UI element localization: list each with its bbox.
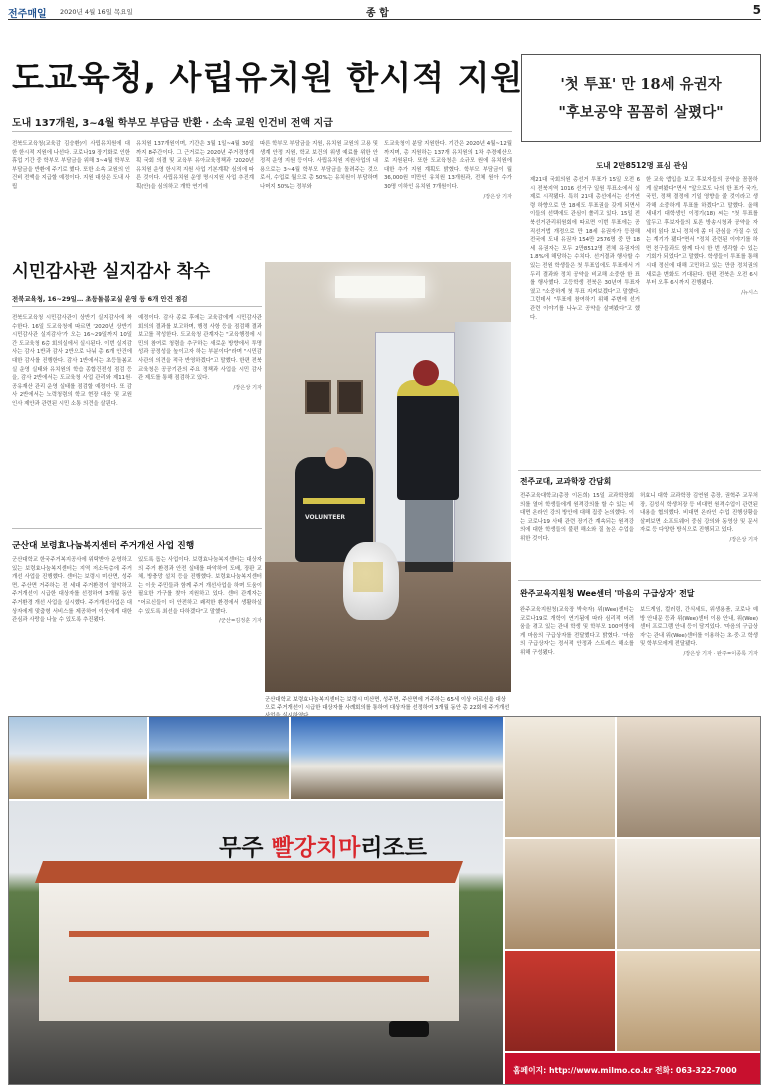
audit-rule [12,306,262,307]
audit-title: 시민감사관 실지감사 착수 [12,262,211,282]
photo-frame [305,380,331,414]
ad-contact: 홈페이지: http://www.milmo.co.kr 전화: 063-322-7000 [513,1066,737,1075]
teachers-rule [518,470,761,471]
ad-photo-glamping [9,717,147,799]
ad-photo-tent-interior [505,717,615,837]
lead-col-1: 전북도교육청(교육감 김승환)이 사립유치원에 대한 한시적 지원에 나선다. 코로나19 장기화로 인한 휴업 기간 중 학부모 부담금을 위해 3~4월 학부모 부담금을 반환에 주기로 했다. 또한 소속 교원의 인건비 전액을 지급할 예정이다. 지원 대상은 도내 사립 [12,141,130,190]
ad-footer [505,1053,761,1085]
wee-rule [518,580,761,581]
wee-title: 완주교육지원청 Wee센터 '마음의 구급상자' 전달 [520,589,695,598]
election-byline: /뉴시스 [741,289,758,296]
lead-byline: /장은상 기자 [483,193,512,200]
election-col-1: 제21대 국회의원 총선거 투표가 15일 오전 6시 전북지역 1016 선거구 일원 투표소에서 실제로 시작됐다. 특히 21대 총선에서는 선거연령 하향으로 만 18세도 투표권을 갖게 되면서 이들의 선택에도 관심이 쏠리고 있다. 15일 전북선거관리위원회에 따르면 이번 투표에는 공직선거법 개정으로 만 18세 유권자가 등장해 전국에 도내 유권자 154만 2576명 중 만 18세 유권자는 모두 2만8512명 전체 유권자의 1.8%에 해당하는 수치다. 선거결과 행사할 수 있는 전원 학생들은 첫 투표입에도 투표에서 거두리 결과와 정치 공약을 비교해 소중한 한 표를 행사했다. 고등학생 전북은 30년여 투표자였고 "소중하게 첫 투표 지켜보겠다"고 말했다. 그런데서 "투표에 참여하기 위해 주변에 선거 관련 이야기를 나누고 공약을 살펴봤다"고 했다. [530,177,640,321]
page-number: 5 [752,3,761,17]
audit-subhead: 전북교육청, 16~29일… 초등돌봄교실 운영 등 6개 안건 점검 [12,295,188,303]
ad-photo-kitchen [505,951,615,1051]
teachers-title: 전주교대, 교과학장 간담회 [520,477,612,486]
paper-name: 전주매일 [8,9,47,20]
ad-photo-dining [505,839,615,949]
volunteer-col-2: 있도록 돕는 사업이다. 보령효나눔복지센터는 대상자의 주거 환경과 안전 실태를 파악하여 도배, 장판 교체, 방충망 설치 등을 진행했다. 보령효나눔복지센터는 이웃 주민들과 함께 주거 개선사업을 하며 도움이 필요한 가구를 찾아 지원하고 있다. 센터 관계자는 "어르신들이 더 안전하고 쾌적한 환경에서 생활하실 수 있도록 최선을 다하겠다"고 말했다. /군산=김정훈 기자 [138,557,262,625]
election-subhead: 도내 2만8512명 표심 관심 [596,161,688,170]
ad-photo-tent-room [617,717,761,837]
teachers-byline: /장은상 기자 [729,536,758,543]
election-col-2: 한 교육 앱입을 보고 후보자들의 공약을 꼼꼼하게 살펴봤다"면서 "앞으로도 나의 한 표가 국가, 국민, 정책 결정에 기일 영향을 줄 것이라고 생각해 소중하게 투표를 하겠다"고 말했다. 올해 새내기 대학생인 이정기(18) 씨는 "첫 투표를 앞두고 후보자들의 토론 방송시청과 공약을 자세히 읽다 보니 정치에 좀 더 관심을 가질 수 있는 계기가 됐다"면서 "정치 관련된 이야기를 하면 친구들과도 함께 다시 한 번 생각할 수 있는 기회가 되었다"고 말했다. 학생들이 투표를 통해 시대 정신에 대해 고민하고 있는 만큼 정치권의 새로운 변화도 기대된다. 한편 전북은 오전 6시부터 오후 6시까지 진행됐다. /뉴시스 [646,177,758,296]
ad-photo-tents [291,717,503,799]
photo-frame [337,380,363,414]
volunteer-byline: /군산=김정훈 기자 [219,618,262,625]
section-name: 종 합 [366,8,389,19]
lead-col-3: 따른 학부모 부담금을 지원, 유치원 교원의 고용 및 생계 안정 지원, 학교 보건의 위생 예료를 위한 안정적 운영 지원 등이다. 사립유치원 지원사업의 내용으로는 3~4월 학부모 부담금을 돌려주는 것으로서, 수업료 월으로 총 50%는 유치원이 부담하며 나머지 50%는 정부와 [260,141,378,190]
election-box [521,54,761,142]
volunteer-person [397,380,459,500]
election-title-2: "후보공약 꼼꼼히 살폈다" [558,104,724,121]
audit-col-2: 예정이다. 감사 종료 후에는 교육감에게 시민감사관회의의 결과를 보고하며, 행정 사항 등을 점검해 결과보고를 작성한다. 도교육청 관계자는 "교육행정에 시민의 참여로 청렴을 추구하는 새로운 방향에서 투명성과 공정성을 높이고자 하는 부분이다"라며 "시민감사관의 의견을 적극 반영하겠다"고 말했다. 한편 전북교육청은 공공기관의 주요 정책과 사업을 시민 감사관 제도를 통해 점검하고 있다. /장은상 기자 [138,315,262,391]
ad-photo-bedroom [617,839,761,949]
masthead [8,2,761,20]
audit-byline: /장은상 기자 [233,384,262,391]
ad-title: 무주 빨강치마리조트 [219,835,427,861]
teachers-col-1: 전주교육대학교(총장 이돈희) 15일 교과학장회의를 열어 학생들에게 원격강의를 할 수 있는 비대면 온라인 강의 방안에 대해 집중 논의했다. 이는 코로나19 사태 관련 장기간 계속되는 원격강의에 대한 학생들의 불편 해소와 질 높은 수업을 위한 것이다. [520,493,634,542]
lead-rule [12,131,512,132]
audit-col-1: 전북도교육청 시민감사관이 상반기 실지감사에 착수한다. 16일 도교육청에 따르면 '2020년 상반기 시민감사관 실지감사'가 오는 16~29일까지 10일간 도교육청 6층 회의실에서 실시된다. 이번 실지감사는 감사 1반과 감사 2반으로 나눠 총 6개 안건에 대한 감사를 진행한다. 감사 1반에서는 초등돌봄교실 운영 실태와 유치원의 학습 종합건전성 점검 등을, 감사 2반에서는 도교육청 사업 관리와 제11원·공유재산 관리 운영 실태를 점검할 예정이다. 또 감사 2반에서는 노력청렴의 학교 현장 대응 및 교원 인사 제안과 관련된 시민 소통 의견을 살핀다. [12,315,132,407]
resort-ad [8,716,761,1085]
lead-col-2: 유치원 137개원이며, 기간은 3월 1일~4월 30일까지 8주간이다. 그 근거로는 2020년 주거경영계획 국회 의결 및 교육부 유아교육정책과 '2020년 유치원 운영 한시적 지원 사업 기본계획' 심의에 따른 것이다. 사립유치원 운영 명시지원 사업 추진계획(안)을 심의하고 개학 연기에 [136,141,254,190]
ceiling-light [335,276,425,298]
teachers-col-2: 허효니 대학 교과학장 김연원 총장, 권혁주 교무처장, 김성식 학생처장 등 비대면 원격수업이 관련된 내용을 협의했다. 비대면 온라인 수업 진행상황을 살펴보면 소프트웨어 중심 강의와 동영상 및 문서 자료 등 다양한 방식으로 진행되고 있다. /장은상 기자 [640,493,758,543]
ad-photo-mountains [149,717,289,799]
lead-subhead: 도내 137개원, 3~4월 학부모 부담금 반환 · 소속 교원 인건비 전액 지급 [12,118,333,129]
election-title-1: '첫 투표' 만 18세 유권자 [560,76,722,93]
volunteer-col-1: 군산대학교 한국주거복지공사에 위탁받아 운영하고 있는 보령효나눔복지센터는 지역 저소득층에 주거개선 사업을 진행했다. 센터는 보령시 미산면, 성주면, 주산면 거주하는 전 세대 주거환경이 열악하고 주거개선이 시급한 대상자를 선정하여 3개월 동안 주거환경 개선 사업을 실시했다. 주거개선사업은 대상자에게 맞춤형 서비스를 제공하여 이웃에게 대한 관심과 사랑을 나눌 수 있도록 추진됐다. [12,557,132,624]
wee-col-1: 완주교육지원청(교육장 박숙자) 위(Wee)센터는 코로나19로 개학이 연기됨에 따라 심리적 어려움을 겪고 있는 관내 학생 및 학부모 100여명에게 마음의 구급상자를 전달했다고 밝혔다. '마음의 구급상자'는 정서적 안정과 스트레스 해소를 위해 구성됐다. [520,607,634,656]
lead-col-4: 도교육청이 분담 지원한다. 기간은 2020년 4월~12월까지며, 총 지원하는 137개 유치원의 1차 추경예산으로 지원된다. 또한 도교육청은 소규모 원에 유치원에 대한 추가 지원 계획도 밝혔다. 학부모 부담금이 월 36,000원 미만인 유치원 13개원과, 전체 원아 수가 30명 이하인 유치원 7개원이다. /장은상 기자 [384,141,512,200]
volunteer-photo [265,262,511,692]
wee-col-2: 보드게임, 컬러링, 간식세트, 위생용품, 코로나 예방 안내문 등과 위(Wee)센터 이용 안내, 위(Wee)센터 프로그램 안내 등이 담겨있다. '마음의 구급상자'는 관내 위(Wee)센터를 이용하는 초·중·고 학생 및 학부모에게 전달됐다. /장은상 기자 · 완주=이종록 기자 [640,607,758,657]
volunteer-rule [12,528,262,529]
vest-text: VOLUNTEER [305,514,346,521]
photo-caption: 군산대학교 보령효나눔복지센터는 보령시 미산면, 성주면, 주산면에 거주하는 65세 이상 어르신을 대상으로 주거개선이 시급한 대상자를 사례회의를 통하여 대상자를 선정하여 3개월 동안 총 22회에 주거개선 [265,697,510,711]
lead-headline: 도교육청, 사립유치원 한시적 지원 [12,58,524,97]
volunteer-title: 군산대 보령효나눔복지센터 주거개선 사업 진행 [12,541,195,551]
wee-byline: /장은상 기자 · 완주=이종록 기자 [683,650,758,657]
ad-photo-lounge [617,951,761,1051]
issue-date: 2020년 4월 16일 목요일 [60,8,133,16]
